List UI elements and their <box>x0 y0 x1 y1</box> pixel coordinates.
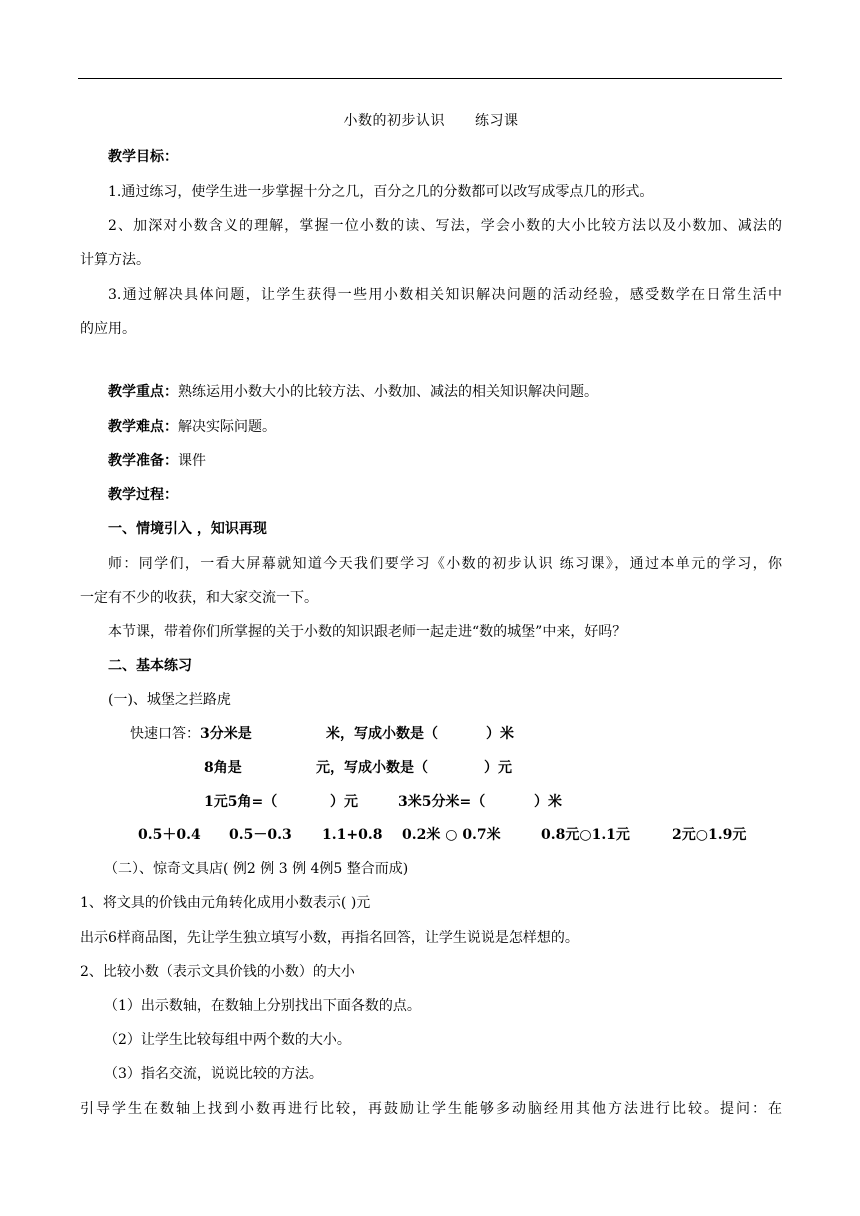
goal-3-line1: 3.通过解决具体问题，让学生获得一些用小数相关知识解决问题的活动经验，感受数学在日常生活中 <box>108 287 782 303</box>
difficulty-label: 教学难点： <box>108 419 178 435</box>
part2-heading: （二）、惊奇文具店( 例2 例 3 例 4例5 整合而成) <box>104 861 409 877</box>
goal-2-line1: 2、加深对小数含义的理解，掌握一位小数的读、写法，学会小数的大小比较方法以及小数加、减法的 <box>108 218 782 234</box>
section1-heading: 一、情境引入 ，知识再现 <box>108 521 267 537</box>
key-points-label: 教学重点： <box>108 384 178 400</box>
q3-part-b: ）元 <box>330 794 358 810</box>
goal-2-line2: 计算方法。 <box>80 252 150 268</box>
calc-5: 0.8元○1.1元 <box>541 827 630 843</box>
step-3: （3）指名交流，说说比较的方法。 <box>104 1066 323 1082</box>
item-2: 2、比较小数（表示文具价钱的小数）的大小 <box>80 964 355 980</box>
section1-p1-line1: 师：同学们，一看大屏幕就知道今天我们要学习《小数的初步认识 练习课》，通过本单元的学习，你 <box>108 556 782 572</box>
difficulty <box>108 418 782 436</box>
title-sub: 练习课 <box>475 113 519 129</box>
item-1-desc: 出示6样商品图，先让学生独立填写小数，再指名回答，让学生说说是怎样想的。 <box>80 930 579 946</box>
preparation-label: 教学准备： <box>108 453 178 469</box>
q1-part-b: 米，写成小数是（ <box>326 726 438 742</box>
q1-part-c: ）米 <box>486 726 514 742</box>
q3-part-d: ）米 <box>534 794 562 810</box>
guidance-line: 引导学生在数轴上找到小数再进行比较，再鼓励让学生能够多动脑经用其他方法进行比较。提问：在 <box>80 1101 782 1117</box>
difficulty-text: 解决实际问题。 <box>178 419 276 435</box>
q3-part-c: 3米5分米=（ <box>398 794 486 810</box>
key-points <box>108 383 782 401</box>
calc-3: 1.1+0.8 <box>322 827 383 843</box>
q2-part-a: 8角是 <box>204 760 242 776</box>
q2-part-b: 元，写成小数是（ <box>316 760 428 776</box>
preparation-text: 课件 <box>178 453 206 469</box>
preparation <box>108 452 782 470</box>
section1-p1-line2: 一定有不少的收获，和大家交流一下。 <box>80 590 318 606</box>
quick-label: 快速口答： <box>130 726 200 742</box>
goal-1: 1.通过练习，使学生进一步掌握十分之几，百分之几的分数都可以改写成零点几的形式。 <box>108 184 654 200</box>
item-1: 1、将文具的价钱由元角转化成用小数表示( )元 <box>80 895 371 911</box>
calc-2: 0.5－0.3 <box>229 827 292 843</box>
q3-part-a: 1元5角=（ <box>204 794 278 810</box>
title-main: 小数的初步认识 <box>343 113 445 129</box>
calc-1: 0.5＋0.4 <box>138 827 201 843</box>
goals-heading: 教学目标： <box>108 149 178 165</box>
key-points-text: 熟练运用小数大小的比较方法、小数加、减法的相关知识解决问题。 <box>178 384 598 400</box>
goal-3-line2: 的应用。 <box>80 321 136 337</box>
calc-6: 2元○1.9元 <box>672 827 747 843</box>
process-heading: 教学过程： <box>108 487 178 503</box>
q2-part-c: ）元 <box>484 760 512 776</box>
section1-p2: 本节课，带着你们所掌握的关于小数的知识跟老师一起走进“数的城堡”中来，好吗？ <box>108 624 627 640</box>
calc-4: 0.2米 ○ 0.7米 <box>402 827 501 843</box>
header-rule <box>78 78 782 79</box>
part1-heading: (一)、城堡之拦路虎 <box>108 692 231 708</box>
step-2: （2）让学生比较每组中两个数的大小。 <box>104 1032 351 1048</box>
section2-heading: 二、基本练习 <box>108 658 192 674</box>
step-1: （1）出示数轴，在数轴上分别找出下面各数的点。 <box>104 998 421 1014</box>
page-title <box>80 112 782 130</box>
q1-part-a: 3分米是 <box>200 726 252 742</box>
